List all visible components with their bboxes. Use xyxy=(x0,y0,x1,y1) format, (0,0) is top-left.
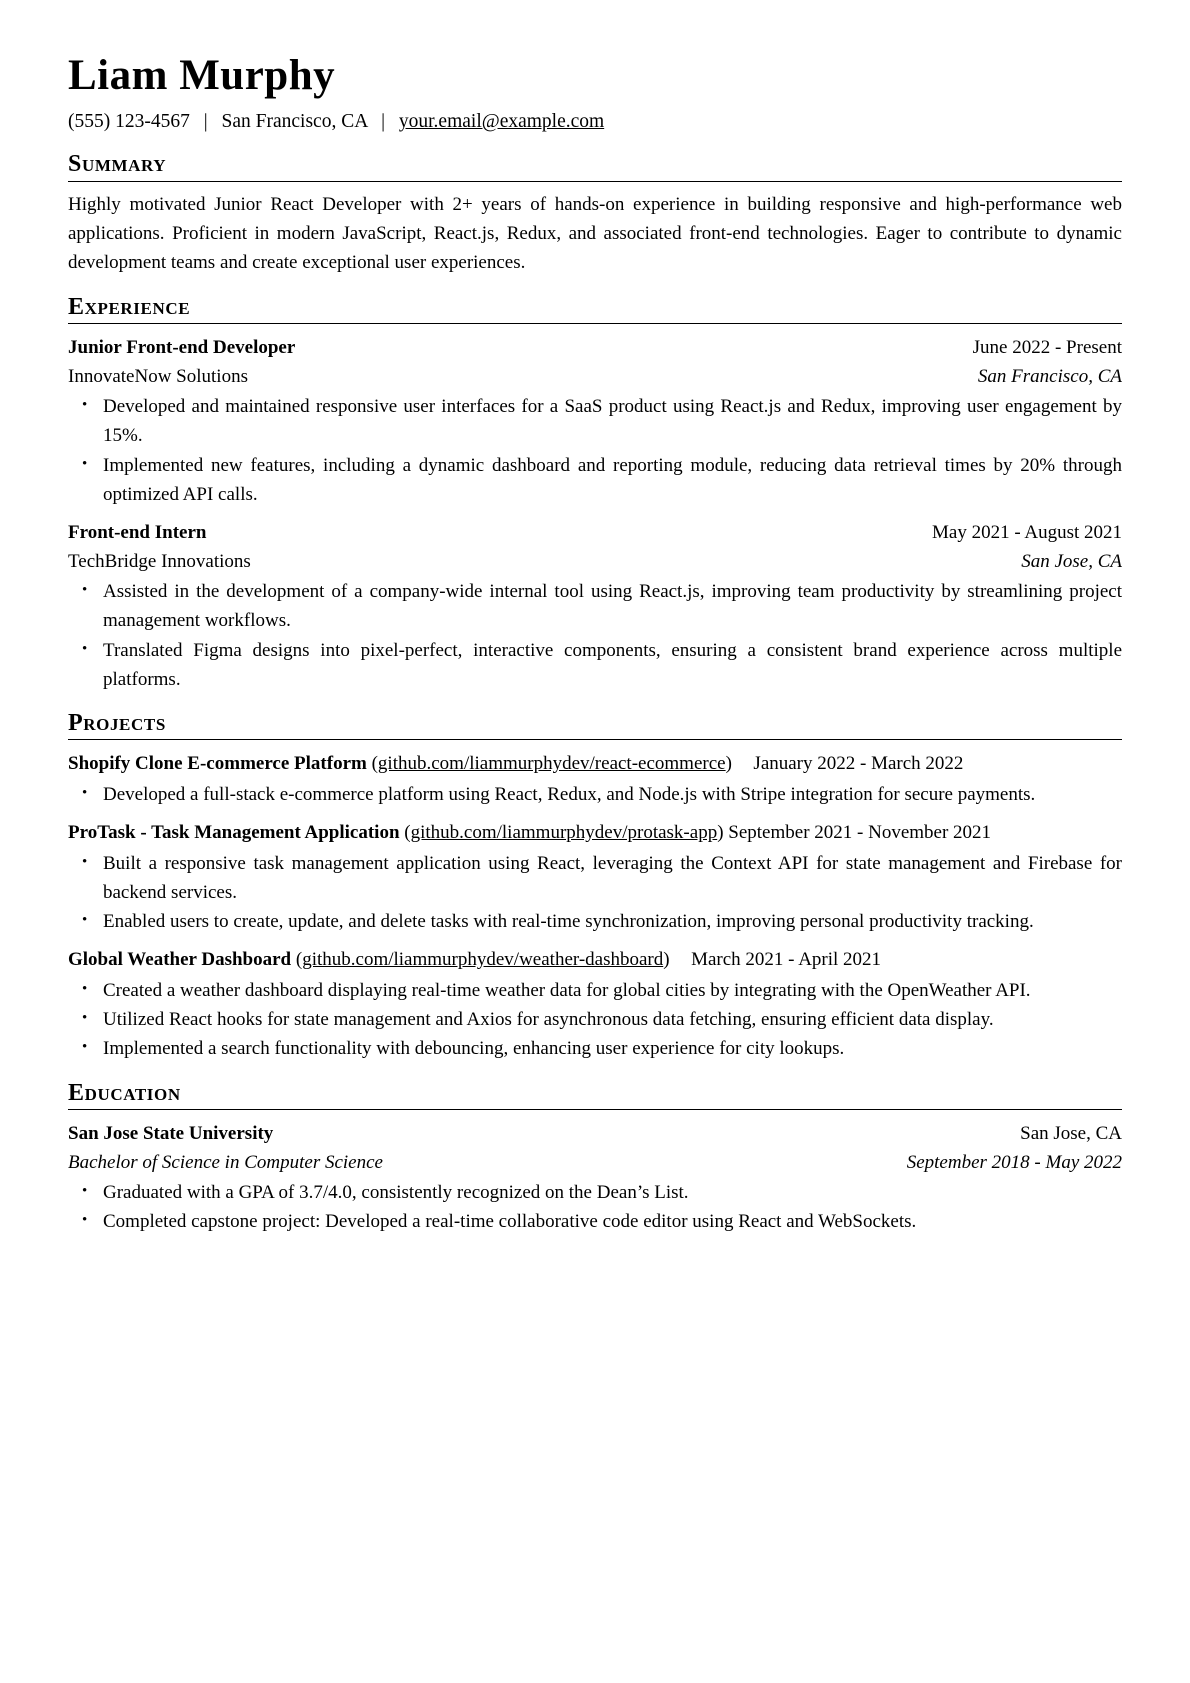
degree-date: September 2018 - May 2022 xyxy=(906,1151,1122,1173)
job-date: June 2022 - Present xyxy=(972,337,1122,358)
list-item: • Developed a full-stack e-commerce platform using React, Redux, and Node.js with Stripe integration for secure payments. xyxy=(68,780,1122,809)
project-paren-open: ( xyxy=(371,753,378,775)
experience-entry xyxy=(68,334,1122,509)
job-company: InnovateNow Solutions xyxy=(68,365,248,387)
project-bullets xyxy=(68,976,1122,1064)
list-item: • Developed and maintained responsive user interfaces for a SaaS product using React.js and Redux, improving user engagement by 15%. xyxy=(68,392,1122,451)
project-title: Global Weather Dashboard xyxy=(68,949,292,971)
project-bullets xyxy=(68,780,1122,809)
summary-text: Highly motivated Junior React Developer with 2+ years of hands-on experience in building responsive and high-performance web applications. Proficient in modern JavaScript, React.js, Redux, and associated front-end technologies. Eager to contribute to dynamic development teams and create exceptional user experiences. xyxy=(68,193,1122,274)
candidate-name: Liam Murphy xyxy=(68,52,336,99)
section-title-education: Education xyxy=(68,1079,181,1106)
contact-location: San Francisco, CA xyxy=(221,111,368,133)
school-location: San Jose, CA xyxy=(1020,1123,1122,1145)
experience-title-row xyxy=(68,519,1122,548)
project-entry xyxy=(68,946,1122,1063)
list-item: • Created a weather dashboard displaying real-time weather data for global cities by integrating with the OpenWeather API. xyxy=(68,976,1122,1005)
project-head xyxy=(68,819,1122,848)
section-rule xyxy=(68,323,1122,324)
section-projects xyxy=(68,710,1122,1064)
section-experience xyxy=(68,294,1122,694)
education-entry xyxy=(68,1120,1122,1237)
project-entry xyxy=(68,819,1122,936)
section-title-projects: Projects xyxy=(68,710,166,736)
list-item: • Utilized React hooks for state management and Axios for asynchronous data fetching, ensuring efficient data display. xyxy=(68,1005,1122,1034)
section-summary xyxy=(68,151,1122,277)
project-link[interactable]: github.com/liammurphydev/weather-dashboard xyxy=(302,949,664,971)
list-item: • Implemented new features, including a dynamic dashboard and reporting module, reducing data retrieval times by 20% through optimized API calls. xyxy=(68,451,1122,510)
project-paren-close: ) xyxy=(663,949,670,971)
contact-separator-1: | xyxy=(203,111,208,133)
job-bullets xyxy=(68,577,1122,694)
experience-company-row xyxy=(68,363,1122,392)
list-item: • Assisted in the development of a company-wide internal tool using React.js, improving team productivity by streamlining project management workflows. xyxy=(68,577,1122,636)
contact-email-link[interactable]: your.email@example.com xyxy=(398,111,605,133)
project-paren-open: ( xyxy=(404,822,411,844)
contact-phone: (555) 123-4567 xyxy=(68,111,190,133)
list-item: • Built a responsive task management application using React, leveraging the Context API for state management and Firebase for backend services. xyxy=(68,849,1122,908)
section-title-experience: Experience xyxy=(68,293,191,320)
school-name: San Jose State University xyxy=(68,1123,274,1145)
job-location: San Francisco, CA xyxy=(977,365,1122,387)
job-title: Junior Front-end Developer xyxy=(68,337,296,358)
education-school-row xyxy=(68,1120,1122,1149)
contact-line xyxy=(68,109,1122,135)
section-rule xyxy=(68,739,1122,740)
contact-separator-2: | xyxy=(381,111,385,133)
experience-company-row xyxy=(68,548,1122,577)
job-location: San Jose, CA xyxy=(1021,550,1122,572)
experience-title-row xyxy=(68,334,1122,363)
experience-entry xyxy=(68,519,1122,694)
project-date: March 2021 - April 2021 xyxy=(691,949,882,971)
list-item: • Implemented a search functionality with debouncing, enhancing user experience for city lookups. xyxy=(68,1034,1122,1063)
section-rule xyxy=(68,181,1122,182)
project-title: Shopify Clone E-commerce Platform xyxy=(68,753,367,775)
job-bullets xyxy=(68,392,1122,509)
list-item: • Graduated with a GPA of 3.7/4.0, consistently recognized on the Dean’s List. xyxy=(68,1178,1122,1207)
project-date: September 2021 - November 2021 xyxy=(728,822,992,844)
job-title: Front-end Intern xyxy=(68,522,207,543)
resume-header xyxy=(68,52,1122,135)
job-date: May 2021 - August 2021 xyxy=(932,522,1122,543)
project-entry xyxy=(68,750,1122,809)
project-paren-close: ) xyxy=(717,822,724,844)
project-date: January 2022 - March 2022 xyxy=(753,753,964,775)
project-bullets xyxy=(68,849,1122,937)
list-item: • Translated Figma designs into pixel-perfect, interactive components, ensuring a consistent brand experience across multiple platforms. xyxy=(68,636,1122,695)
project-head xyxy=(68,750,1122,779)
job-company: TechBridge Innovations xyxy=(68,550,251,572)
list-item: • Completed capstone project: Developed a real-time collaborative code editor using React and WebSockets. xyxy=(68,1207,1122,1236)
project-head xyxy=(68,946,1122,975)
project-title: ProTask - Task Management Application xyxy=(68,822,400,844)
project-link[interactable]: github.com/liammurphydev/protask-app xyxy=(410,822,718,844)
project-link[interactable]: github.com/liammurphydev/react-ecommerce xyxy=(377,753,726,775)
project-paren-open: ( xyxy=(295,949,303,971)
list-item: • Enabled users to create, update, and delete tasks with real-time synchronization, improving personal productivity tracking. xyxy=(68,907,1122,936)
education-bullets xyxy=(68,1178,1122,1237)
education-degree-row xyxy=(68,1149,1122,1178)
section-title-summary: Summary xyxy=(68,151,167,178)
project-paren-close: ) xyxy=(725,753,732,775)
degree-name: Bachelor of Science in Computer Science xyxy=(68,1151,383,1173)
section-education xyxy=(68,1080,1122,1237)
section-rule xyxy=(68,1109,1122,1110)
